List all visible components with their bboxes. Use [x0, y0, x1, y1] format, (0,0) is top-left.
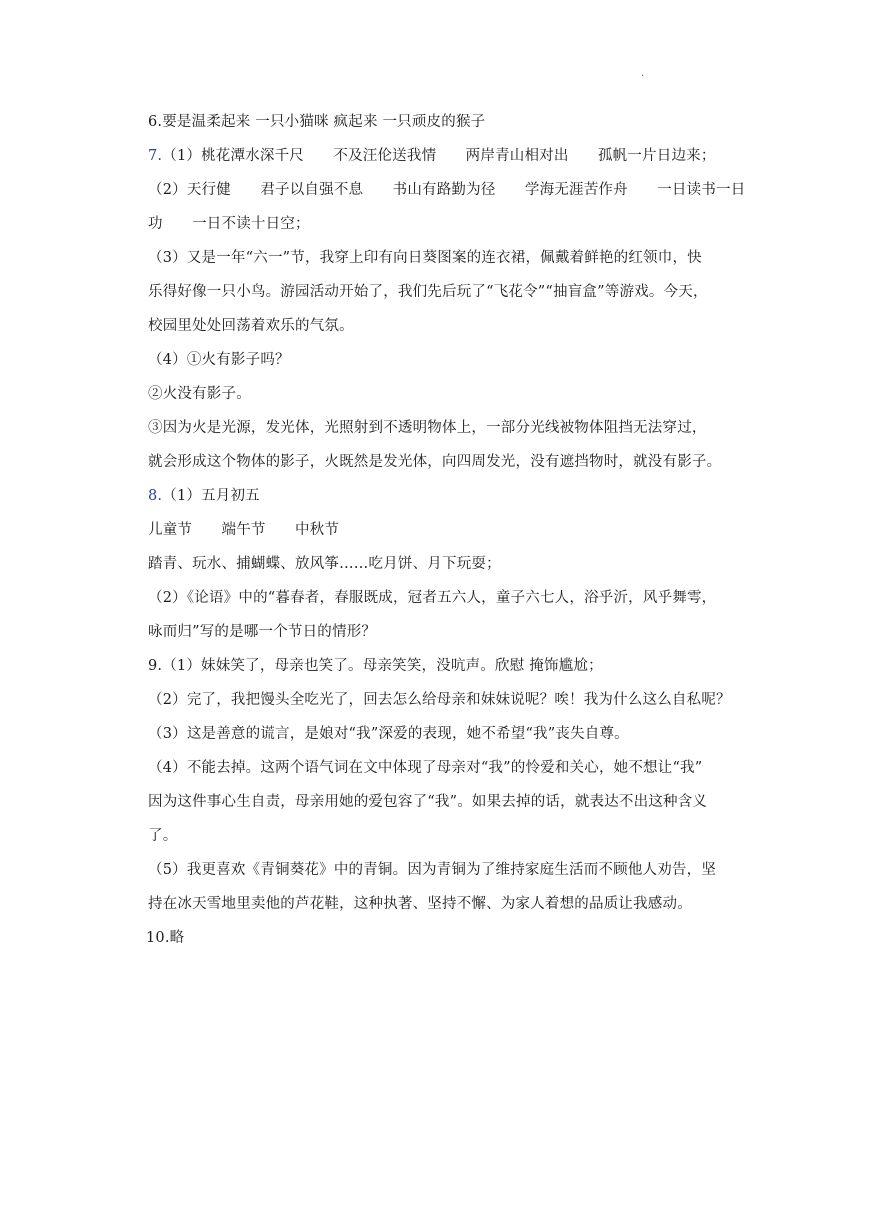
line-text: ③因为火是光源，发光体，光照射到不透明物体上，一部分光线被物体阻挡无法穿过， — [148, 420, 707, 436]
line-text: 咏而归”写的是哪一个节日的情形？ — [148, 624, 377, 640]
line-text: （1）桃花潭水深千尺 不及汪伦送我情 两岸青山相对出 孤帆一片日边来； — [162, 148, 716, 164]
answer-line-9-3 — [148, 724, 629, 744]
line-text: 6.要是温柔起来 一只小猫咪 疯起来 一只顽皮的猴子 — [148, 114, 486, 130]
answer-line-10 — [146, 928, 184, 948]
line-text: ②火没有影子。 — [148, 386, 251, 402]
line-text: （4）不能去掉。这两个语气词在文中体现了母亲对“我”的怜爱和关心，她不想让“我” — [148, 760, 703, 776]
answer-line-7-3-end — [148, 316, 354, 336]
answer-line-7-2-cont — [148, 214, 310, 234]
answer-line-8-2 — [148, 588, 716, 608]
header-mark: . — [641, 68, 645, 79]
line-text: 持在冰天雪地里卖他的芦花鞋，这种执著、坚持不懈、为家人着想的品质让我感动。 — [148, 896, 692, 912]
answer-line-7-1 — [148, 146, 716, 166]
item-number: 7. — [148, 148, 163, 164]
line-text: 踏青、玩水、捕蝴蝶、放风筝……吃月饼、月下玩耍； — [148, 556, 501, 572]
answer-line-7-4-b — [148, 384, 251, 404]
line-text: 因为这件事心生自责，母亲用她的爱包容了“我”。如果去掉的话，就表达不出这种含义 — [148, 794, 708, 810]
answer-line-8-1 — [148, 486, 260, 506]
answer-line-9-4 — [148, 758, 702, 778]
answer-line-8-2-cont — [148, 622, 376, 642]
line-text: 校园里处处回荡着欢乐的气氛。 — [148, 318, 354, 334]
line-text: （2）《论语》中的“暮春者，春服既成，冠者五六人，童子六七人，浴乎沂，风乎舞雩， — [148, 590, 717, 606]
answer-line-7-3-cont — [148, 282, 708, 302]
answer-line-9-5 — [148, 860, 716, 880]
line-text: 10.略 — [146, 930, 185, 946]
answer-line-7-4-c — [148, 418, 707, 438]
answer-line-9-4-end — [148, 826, 177, 846]
line-text: 就会形成这个物体的影子，火既然是发光体，向四周发光，没有遮挡物时，就没有影子。 — [148, 454, 722, 470]
answer-line-9-1 — [148, 656, 603, 676]
answer-line-9-2 — [148, 690, 731, 710]
line-text: 功 一日不读十日空； — [148, 216, 310, 232]
answer-line-7-2 — [148, 180, 745, 200]
answer-line-7-4 — [148, 350, 290, 370]
answer-line-8-activities — [148, 554, 501, 574]
answer-line-9-5-cont — [148, 894, 692, 914]
line-text: 儿童节 端午节 中秋节 — [148, 522, 340, 538]
line-text: 9.（1）妹妹笑了，母亲也笑了。母亲笑笑，没吭声。欣慰 掩饰尴尬； — [148, 658, 603, 674]
line-text: 乐得好像一只小鸟。游园活动开始了，我们先后玩了“飞花令”“抽盲盒”等游戏。今天， — [148, 284, 708, 300]
line-text: （3）这是善意的谎言，是娘对“我”深爱的表现，她不希望“我”丧失自尊。 — [148, 726, 629, 742]
answer-line-9-4-cont — [148, 792, 707, 812]
line-text: （4）①火有影子吗？ — [148, 352, 290, 368]
answer-line-6 — [148, 112, 485, 132]
line-text: （1）五月初五 — [162, 488, 260, 504]
line-text: （5）我更喜欢《青铜葵花》中的青铜。因为青铜为了维持家庭生活而不顾他人劝告，坚 — [148, 862, 717, 878]
answer-line-7-4-c-cont — [148, 452, 721, 472]
line-text: 了。 — [148, 828, 178, 844]
line-text: （3）又是一年“六一”节，我穿上印有向日葵图案的连衣裙，佩戴着鲜艳的红领巾，快 — [148, 250, 702, 266]
line-text: （2）完了，我把馒头全吃光了，回去怎么给母亲和妹妹说呢？唉！我为什么这么自私呢？ — [148, 692, 731, 708]
answer-line-8-festivals — [148, 520, 339, 540]
item-number: 8. — [148, 488, 163, 504]
line-text: （2）天行健 君子以自强不息 书山有路勤为径 学海无涯苦作舟 一日读书一日 — [148, 182, 746, 198]
answer-line-7-3 — [148, 248, 702, 268]
